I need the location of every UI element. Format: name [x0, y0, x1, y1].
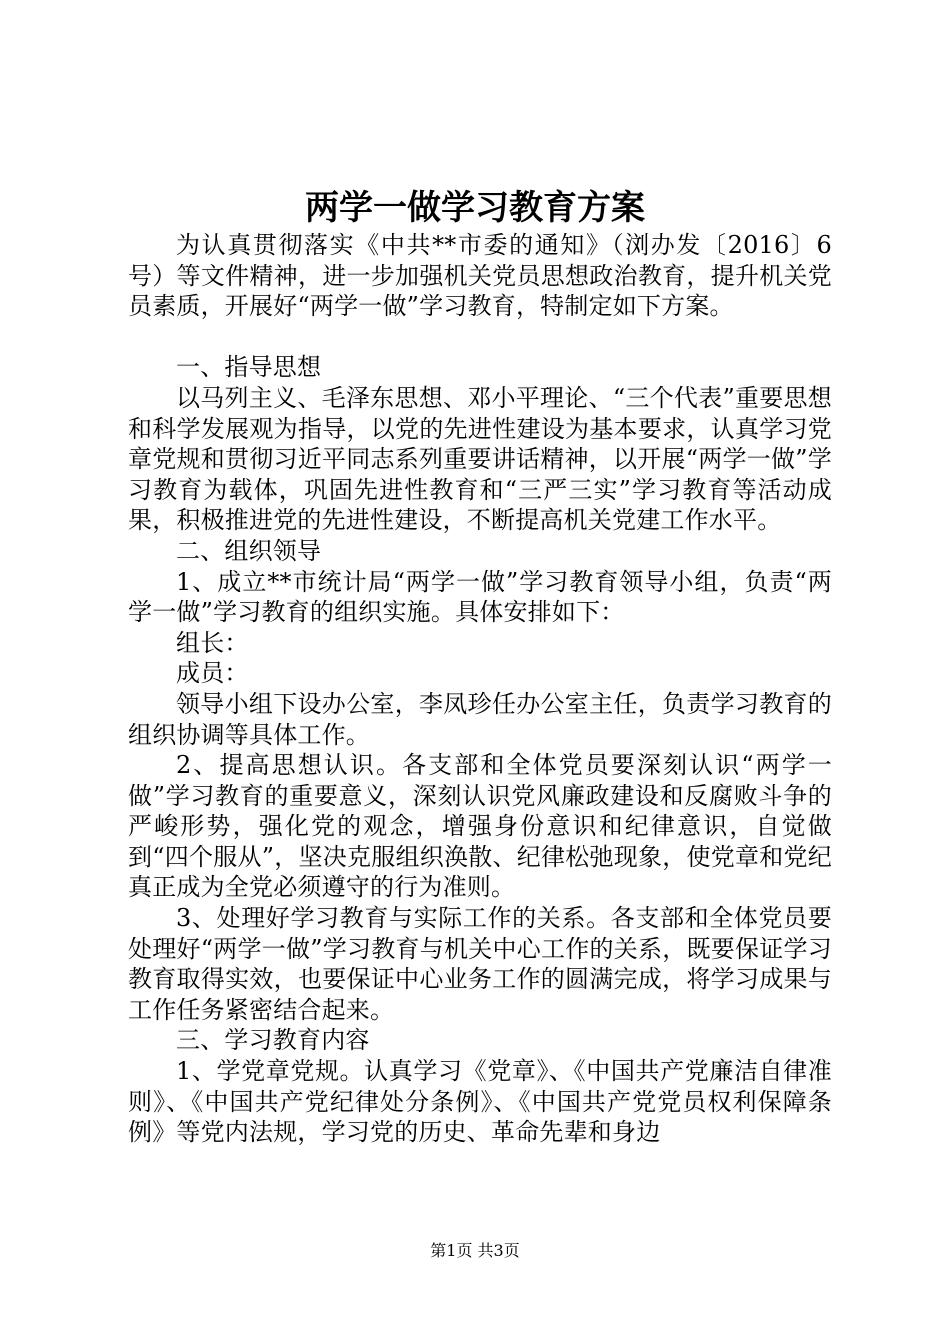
group-leader-line: 组长：	[176, 628, 249, 657]
document-body	[128, 230, 832, 1148]
section-heading-guiding-ideology: 一、指导思想	[176, 353, 322, 382]
section-heading-content: 三、学习教育内容	[176, 1026, 370, 1055]
intro-paragraph: 为认真贯彻落实《中共**市委的通知》（浏办发〔2016〕6号）等文件精神，进一步加强机关党员思想政治教育，提升机关党员素质，开展好“两学一做”学习教育，特制定如下方案。	[128, 231, 832, 321]
office-paragraph: 领导小组下设办公室，李凤珍任办公室主任，负责学习教育的组织协调等具体工作。	[128, 689, 832, 749]
section-heading-organization: 二、组织领导	[176, 536, 322, 565]
page-footer: 第1页 共3页	[430, 1241, 520, 1260]
organization-item-1: 1、成立**市统计局“两学一做”学习教育领导小组，负责“两学一做”学习教育的组织实施。具体安排如下：	[128, 567, 832, 627]
organization-item-3: 3、处理好学习教育与实际工作的关系。各支部和全体党员要处理好“两学一做”学习教育与机关中心工作的关系，既要保证学习教育取得实效，也要保证中心业务工作的圆满完成，将学习成果与工作任务紧密结合起来。	[128, 904, 832, 1024]
organization-item-2: 2、提高思想认识。各支部和全体党员要深刻认识“两学一做”学习教育的重要意义，深刻认识党风廉政建设和反腐败斗争的严峻形势，强化党的观念，增强身份意识和纪律意识，自觉做到“四个服从”，坚决克服组织涣散、纪律松弛现象，使党章和党纪真正成为全党必须遵守的行为准则。	[128, 751, 832, 902]
content-item-1: 1、学党章党规。认真学习《党章》、《中国共产党廉洁自律准则》、《中国共产党纪律处分条例》、《中国共产党党员权利保障条例》等党内法规，学习党的历史、革命先辈和身边	[128, 1057, 832, 1147]
members-line: 成员：	[176, 659, 249, 688]
guiding-ideology-paragraph: 以马列主义、毛泽东思想、邓小平理论、“三个代表”重要思想和科学发展观为指导，以党的先进性建设为基本要求，认真学习党章党规和贯彻习近平同志系列重要讲话精神，以开展“两学一做”学习教育为载体，巩固先进性教育和“三严三实”学习教育等活动成果，积极推进党的先进性建设，不断提高机关党建工作水平。	[128, 383, 832, 535]
document-title: 两学一做学习教育方案	[305, 188, 645, 228]
